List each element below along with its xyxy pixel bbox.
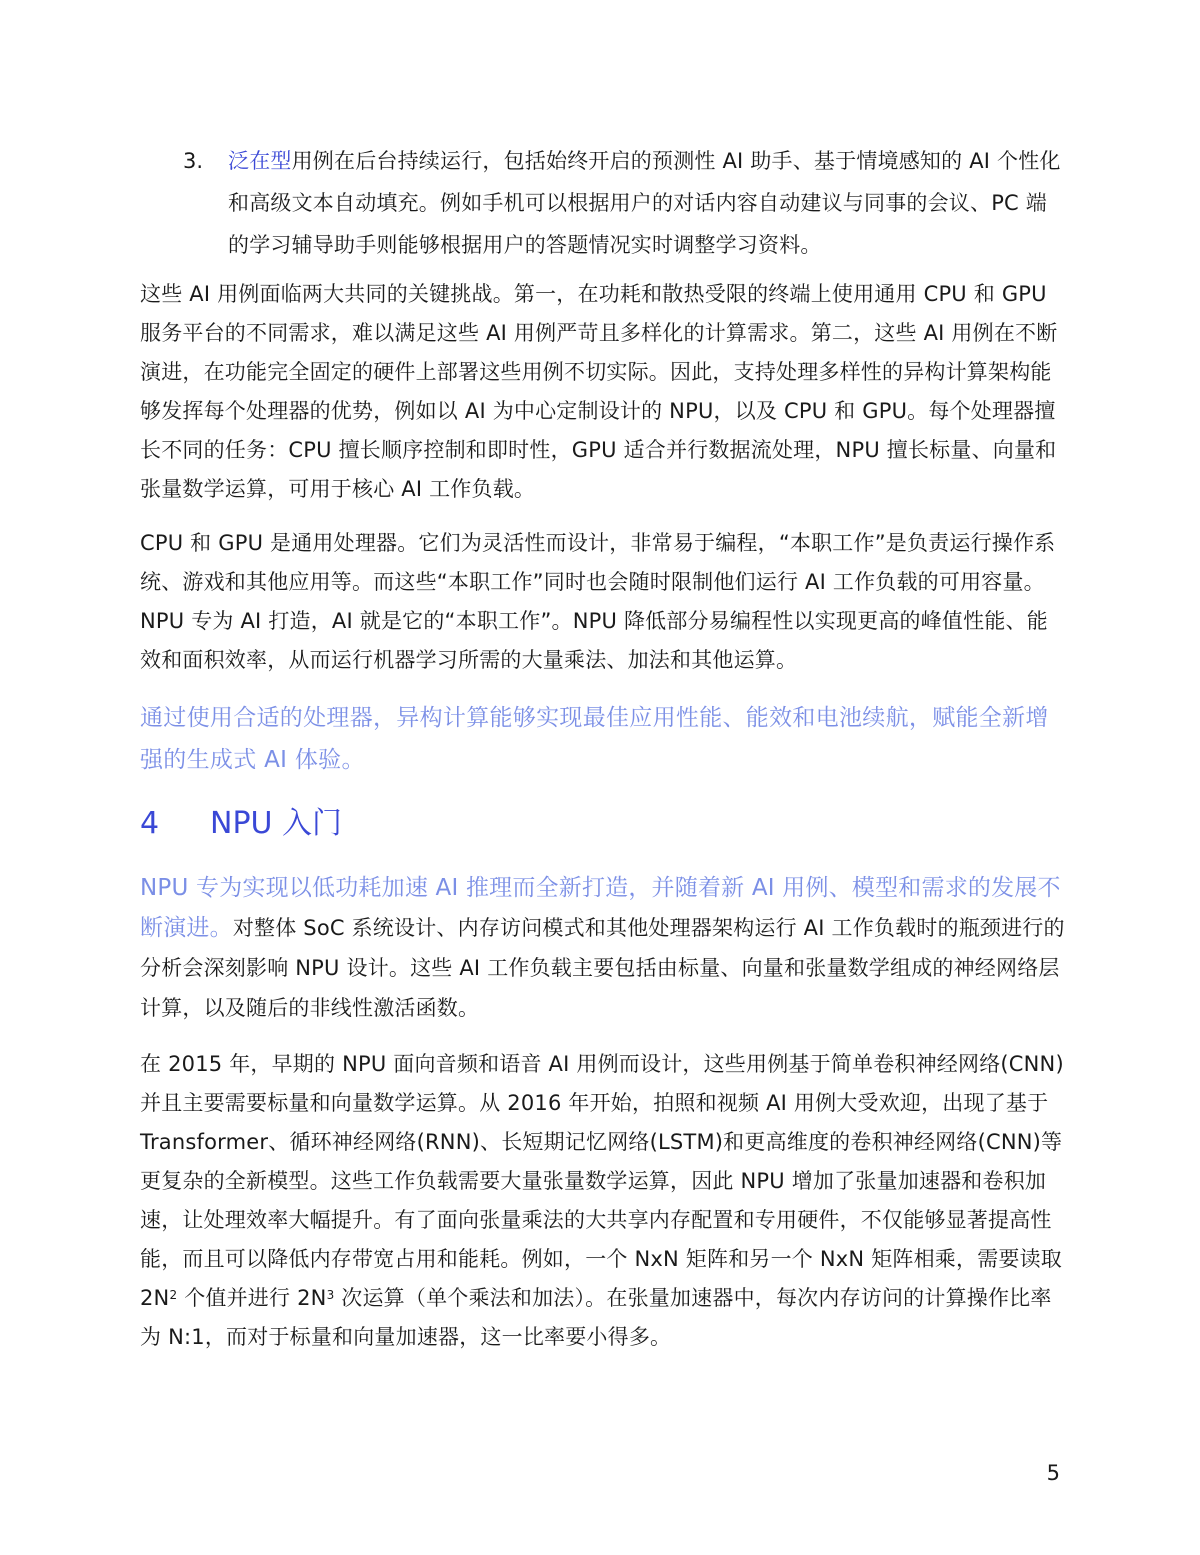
paragraph-npu-history [140,1045,1065,1357]
paragraph-body: 对整体 SoC 系统设计、内存访问模式和其他处理器架构运行 AI 工作负载时的瓶颈进行的分析会深刻影响 NPU 设计。这些 AI 工作负载主要包括由标量、向量和张量数学组成的神经网络层计算，以及随后的非线性激活函数。 [140,916,1065,1020]
page-number: 5 [1046,1461,1060,1485]
list-item-3 [183,140,1063,266]
callout-highlight: 通过使用合适的处理器，异构计算能够实现最佳应用性能、能效和电池续航，赋能全新增强的生成式 AI 体验。 [140,705,1049,773]
section-title: NPU 入门 [210,806,343,841]
section-number: 4 [140,806,160,841]
paragraph-cpu-gpu: CPU 和 GPU 是通用处理器。它们为灵活性而设计，非常易于编程，“本职工作”是负责运行操作系统、游戏和其他应用等。而这些“本职工作”同时也会随时限制他们运行 AI 工作负载的可用容量。NPU 专为 AI 打造，AI 就是它的“本职工作”。NPU 降低部分易编程性以实现更高的峰值性能、能效和面积效率，从而运行机器学习所需的大量乘法、加法和其他运算。 [140,531,1056,672]
section-heading [140,802,342,846]
list-item-term: 泛在型 [228,149,292,173]
superscript: 2 [169,1288,178,1302]
paragraph-lead: NPU 专为实现以低功耗加速 AI 推理而全新打造，并随着新 AI 用例、模型和需求的发展不断演进。 [140,875,1061,941]
list-number: 3. [183,149,204,173]
list-item-body: 用例在后台持续运行，包括始终开启的预测性 AI 助手、基于情境感知的 AI 个性化和高级文本自动填充。例如手机可以根据用户的对话内容自动建议与同事的会议、PC 端的学习辅导助手则能够根据用户的答题情况实时调整学习资料。 [228,149,1061,257]
superscript: 3 [326,1288,335,1302]
paragraph-part: 次运算（单个乘法和加法）。在张量加速器中，每次内存访问的计算操作比率为 N:1，而对于标量和向量加速器，这一比率要小得多。 [140,1286,1052,1349]
paragraph-part: 在 2015 年，早期的 NPU 面向音频和语音 AI 用例而设计，这些用例基于简单卷积神经网络(CNN)并且主要需要标量和向量数学运算。从 2016 年开始，拍照和视频 AI 用例大受欢迎，出现了基于 Transformer、循环神经网络(RNN)、长短期记忆网络(LSTM)和更高维度的卷积神经网络(CNN)等更复杂的全新模型。这些工作负载需要大量张量数学运算，因此 NPU 增加了张量加速器和卷积加速，让处理效率大幅提升。有了面向张量乘法的大共享内存配置和专用硬件，不仅能够显著提高性能，而且可以降低内存带宽占用和能耗。例如，一个 NxN 矩阵和另一个 NxN 矩阵相乘，需要读取 2N [140,1052,1064,1310]
list-item-text [228,140,1063,266]
paragraph-challenges: 这些 AI 用例面临两大共同的关键挑战。第一，在功耗和散热受限的终端上使用通用 CPU 和 GPU 服务平台的不同需求，难以满足这些 AI 用例严苛且多样化的计算需求。第二，这些 AI 用例在不断演进，在功能完全固定的硬件上部署这些用例不切实际。因此，支持处理多样性的异构计算架构能够发挥每个处理器的优势，例如以 AI 为中心定制设计的 NPU，以及 CPU 和 GPU。每个处理器擅长不同的任务：CPU 擅长顺序控制和即时性，GPU 适合并行数据流处理，NPU 擅长标量、向量和张量数学运算，可用于核心 AI 工作负载。 [140,282,1058,501]
paragraph-part: 个值并进行 2N [177,1286,327,1310]
paragraph-npu-intro [140,868,1065,1028]
